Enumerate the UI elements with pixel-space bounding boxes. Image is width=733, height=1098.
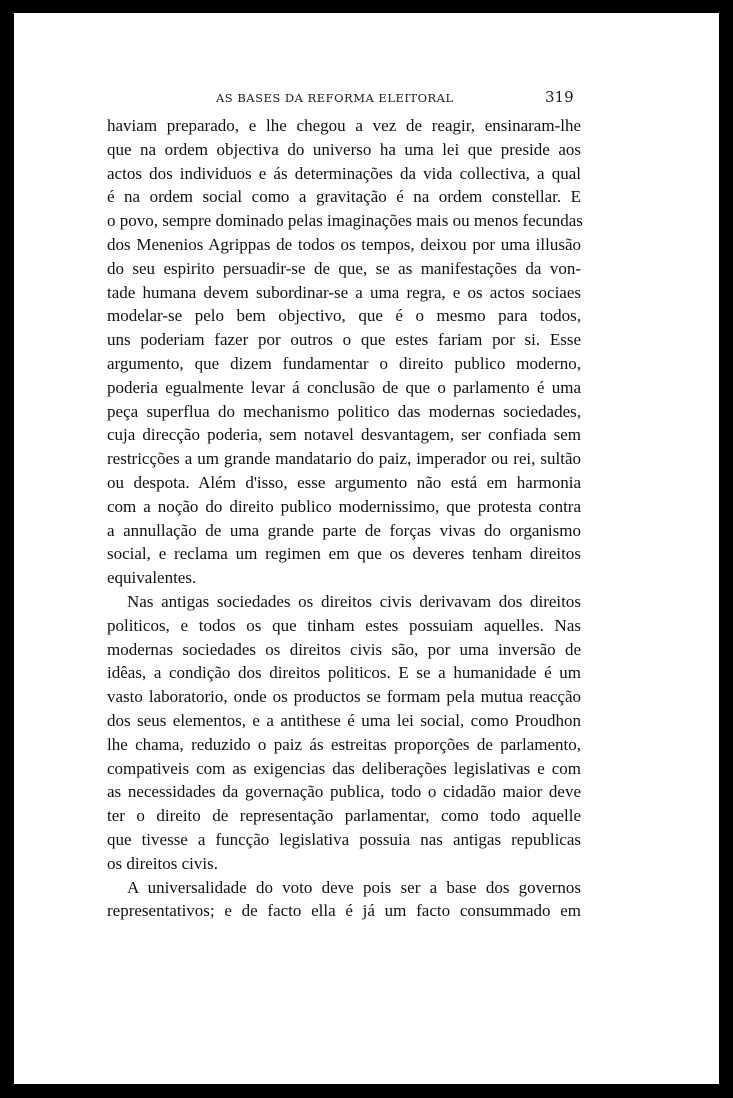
text-line: com a noção do direito publico modernissimo, que protesta contra: [107, 496, 581, 516]
text-line: cuja direcção poderia, sem notavel desvantagem, ser confiada sem: [107, 425, 581, 445]
text-line: idêas, a condição dos direitos politicos. E se a humanidade é um: [107, 663, 581, 683]
text-line: actos dos individuos e ás determinações da vida collectiva, a qual: [107, 163, 581, 183]
text-line: restricções a um grande mandatario do paiz, imperador ou rei, sultão: [107, 449, 581, 469]
text-line: o povo, sempre dominado pelas imaginações mais ou menos fecundas: [107, 211, 583, 231]
text-line: uns poderiam fazer por outros o que estes fariam por si. Esse: [107, 330, 581, 350]
text-line: que tivesse a funcção legislativa possuia nas antigas republicas: [107, 829, 581, 849]
text-line: as necessidades da governação publica, todo o cidadão maior deve: [107, 782, 581, 802]
body-text: [107, 114, 581, 923]
text-line: ter o direito de representação parlamentar, como todo aquelle: [107, 806, 581, 826]
text-line: lhe chama, reduzido o paiz ás estreitas proporções de parlamento,: [107, 734, 581, 754]
text-line: vasto laboratorio, onde os productos se formam pela mutua reacção: [107, 687, 581, 707]
text-line: equivalentes.: [107, 568, 197, 588]
text-line: do seu espirito persuadir-se de que, se as manifestações da von-: [107, 258, 581, 278]
book-page: [14, 13, 719, 1084]
text-line: politicos, e todos os que tinham estes possuiam aquelles. Nas: [107, 615, 581, 635]
text-line: dos Menenios Agrippas de todos os tempos, deixou por uma illusão: [107, 234, 581, 254]
text-line: Nas antigas sociedades os direitos civis derivavam dos direitos: [127, 591, 581, 611]
text-line: modelar-se pelo bem objectivo, que é o mesmo para todos,: [107, 306, 581, 326]
text-line: dos seus elementos, e a antithese é uma lei social, como Proudhon: [107, 710, 581, 730]
text-line: A universalidade do voto deve pois ser a base dos governos: [127, 877, 581, 897]
text-line: representativos; e de facto ella é já um facto consummado em: [107, 901, 581, 921]
text-line: a annullação de uma grande parte de forças vivas do organismo: [107, 520, 581, 540]
text-line: que na ordem objectiva do universo ha uma lei que preside aos: [107, 139, 581, 159]
text-line: modernas sociedades os direitos civis são, por uma inversão de: [107, 639, 581, 659]
running-head: [14, 88, 719, 108]
text-line: social, e reclama um regimen em que os deveres tenham direitos: [107, 544, 581, 564]
text-line: é na ordem social como a gravitação é na ordem constellar. E: [107, 187, 581, 207]
text-line: compativeis com as exigencias das deliberações legislativas e com: [107, 758, 581, 778]
text-line: haviam preparado, e lhe chegou a vez de reagir, ensinaram-lhe: [107, 116, 581, 135]
text-line: peça superflua do mechanismo politico das modernas sociedades,: [107, 401, 581, 421]
text-line: tade humana devem subordinar-se a uma regra, e os actos sociaes: [107, 282, 581, 302]
text-line: poderia egualmente levar á conclusão de que o parlamento é uma: [107, 377, 581, 397]
page-number: 319: [545, 88, 574, 106]
text-line: os direitos civis.: [107, 853, 218, 873]
running-head-title: AS BASES DA REFORMA ELEITORAL: [216, 91, 454, 105]
text-line: ou despota. Além d'isso, esse argumento não está em harmonia: [107, 472, 581, 492]
text-line: argumento, que dizem fundamentar o direito publico moderno,: [107, 353, 581, 373]
